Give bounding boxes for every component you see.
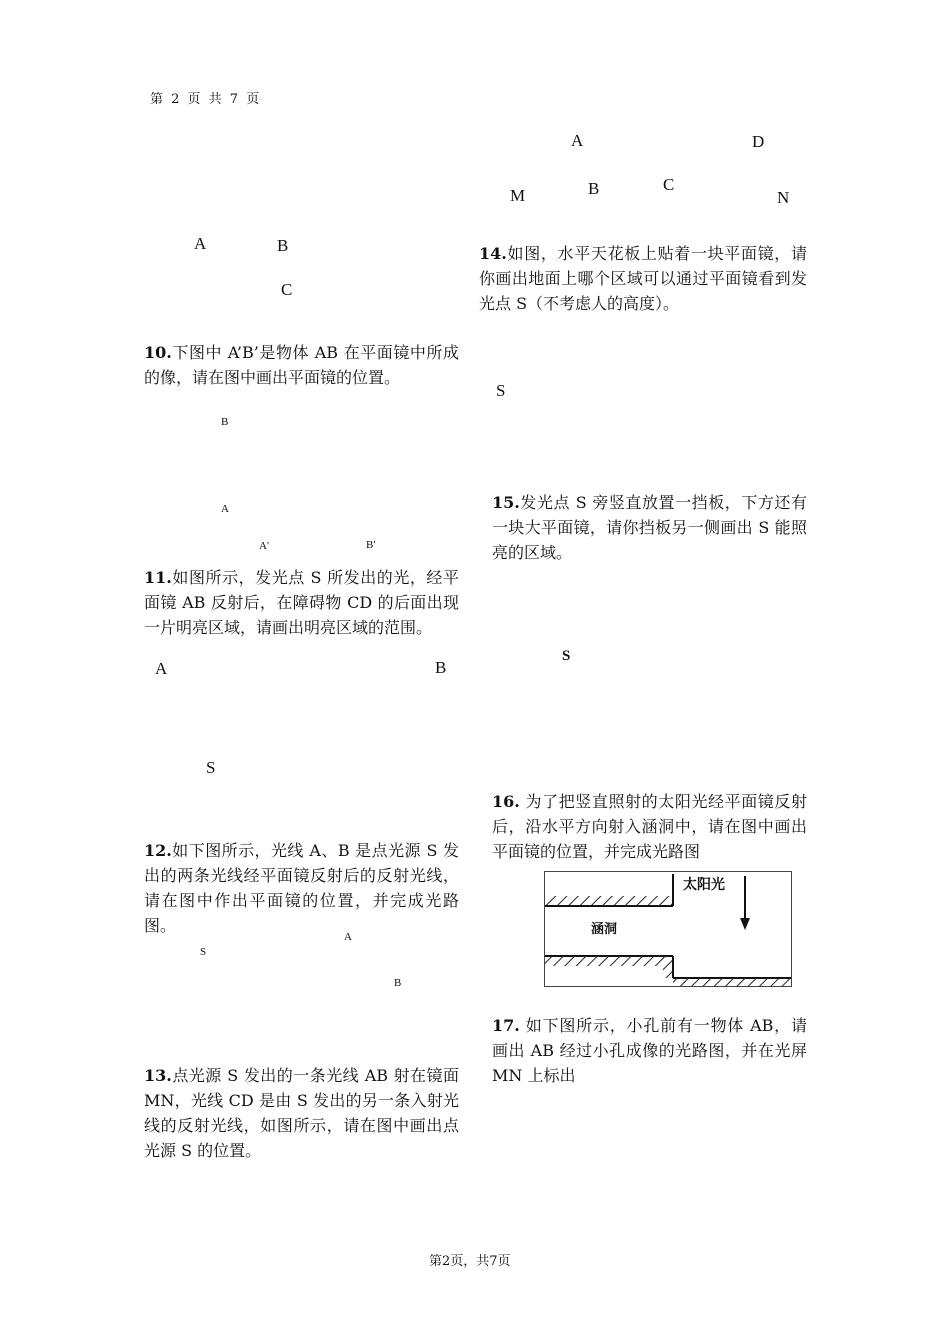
question-11 [144,565,459,640]
question-number: 15. [492,493,520,512]
question-10 [144,340,459,390]
question-text: 点光源 S 发出的一条光线 AB 射在镜面MN，光线 CD 是由 S 发出的另一条入射光线的反射光线，如图所示，请在图中画出点光源 S 的位置。 [144,1066,459,1160]
culvert-diagram [545,872,791,986]
question-text: 为了把竖直照射的太阳光经平面镜反射后，沿水平方向射入涵洞中，请在图中画出平面镜的位置，并完成光路图 [492,792,807,861]
fig13-label-B: B [588,179,600,198]
fig13-label-N: N [777,188,790,207]
fig11-label-B: B [435,658,447,677]
fig13-label-M: M [510,186,526,205]
question-14 [479,241,807,316]
culvert-bottom-wall [545,956,667,966]
question-12 [144,838,459,938]
culvert-figure [544,871,792,987]
question-number: 12. [144,841,172,860]
fig-label-A: A [194,234,207,253]
ground-hatch [673,978,791,986]
fig14-label-S: S [496,381,506,400]
question-number: 13. [144,1066,172,1085]
culvert-top-wall [545,896,673,906]
fig15-label-S: S [562,648,571,664]
question-text: 如下图所示，光线 A、B 是点光源 S 发出的两条光线经平面镜反射后的反射光线，请在图中作出平面镜的位置，并完成光路图。 [144,841,459,935]
fig13-label-D: D [752,132,765,151]
sunlight-arrowhead [740,918,750,930]
question-17 [492,1013,807,1088]
question-number: 17. [492,1016,520,1035]
question-text: 发光点 S 旁竖直放置一挡板，下方还有一块大平面镜，请你挡板另一侧画出 S 能照亮的区域。 [492,493,807,562]
fig10-label-A-prime: A' [259,540,269,552]
fig-label-C: C [281,280,293,299]
page-header: 第 2 页 共 7 页 [150,92,262,107]
page-footer: 第2页，共7页 [429,1254,511,1269]
question-13 [144,1063,459,1163]
culvert-label: 涵洞 [591,922,618,937]
question-number: 16. [492,792,520,811]
fig10-label-B-prime: B' [366,539,376,551]
question-text: 如图所示，发光点 S 所发出的光，经平面镜 AB 反射后，在障碍物 CD 的后面出现一片明亮区域，请画出明亮区域的范围。 [144,568,459,637]
fig10-label-A: A [221,503,229,515]
question-number: 11. [144,568,172,587]
fig12-label-A: A [344,931,352,943]
question-15 [492,490,807,565]
fig11-label-S: S [206,758,216,777]
culvert-step-hatch [663,956,673,978]
question-text: 下图中 A’B’是物体 AB 在平面镜中所成的像，请在图中画出平面镜的位置。 [144,343,459,387]
fig-label-B: B [277,236,289,255]
fig13-label-A: A [571,131,584,150]
fig12-label-B: B [394,977,402,989]
fig10-label-B: B [221,416,229,428]
fig13-label-C: C [663,175,675,194]
question-text: 如图，水平天花板上贴着一块平面镜，请你画出地面上哪个区域可以通过平面镜看到发光点 S（不考虑人的高度）。 [479,244,807,313]
question-number: 14. [479,244,507,263]
question-number: 10. [144,343,172,362]
sunlight-label: 太阳光 [683,877,725,893]
fig12-label-S: S [200,946,207,958]
question-text: 如下图所示，小孔前有一物体 AB，请画出 AB 经过小孔成像的光路图，并在光屏MN 上标出 [492,1016,807,1085]
fig11-label-A: A [155,659,168,678]
question-16 [492,789,807,864]
